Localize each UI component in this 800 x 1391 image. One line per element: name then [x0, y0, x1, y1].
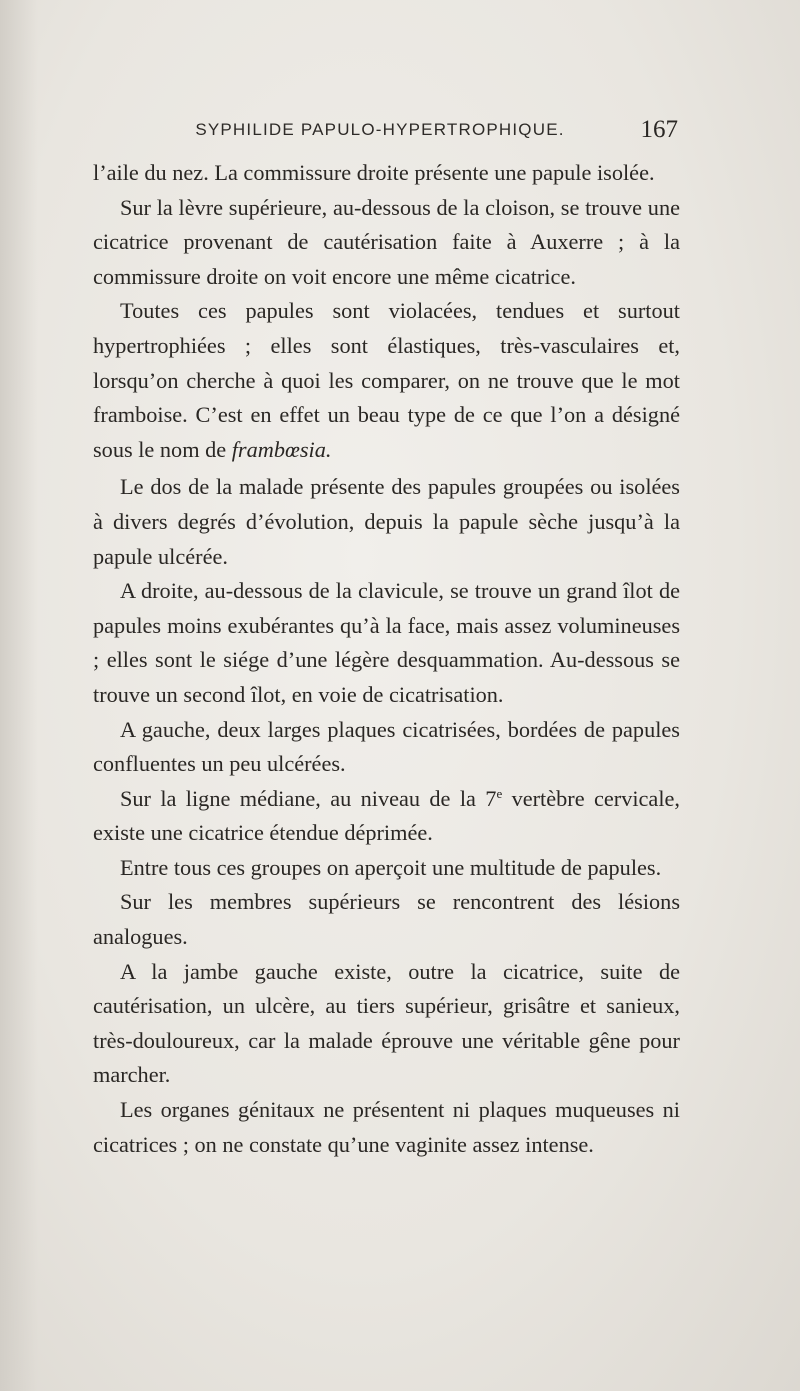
body-text — [93, 156, 680, 1162]
paragraph-3-italic-term: frambœsia. — [231, 436, 332, 462]
running-head — [105, 116, 680, 146]
page-gutter-shadow — [0, 0, 38, 1391]
paragraph-9: Sur les membres supérieurs se rencontrent des lésions analogues. — [93, 889, 680, 950]
paragraph-3-text: Toutes ces papules sont violacées, tendues et surtout hypertrophiées ; elles sont élastiques, très-vasculaires et, lorsqu’on cherche à quoi les comparer, on ne trouve que le mot framboise. C’est en effet un beau type de ce que l’on a désigné sous le nom de — [93, 298, 680, 462]
paragraph-4: Le dos de la malade présente des papules groupées ou isolées à divers degrés d’évolution, depuis la papule sèche jusqu’à la papule ulcérée. — [93, 474, 680, 569]
paragraph-7-text-end: vertèbre cervicale, existe une cicatrice étendue déprimée. — [93, 785, 680, 846]
paragraph-7 — [93, 782, 680, 851]
paragraph-6: A gauche, deux larges plaques cicatrisées, bordées de papules confluentes un peu ulcérées. — [93, 716, 680, 777]
paragraph-7-text-start: Sur la ligne médiane, au niveau de la 7 — [120, 785, 497, 811]
paragraph-2: Sur la lèvre supérieure, au-dessous de la cloison, se trouve une cicatrice provenant de cautérisation faite à Auxerre ; à la commissure droite on voit encore une même cicatrice. — [93, 194, 680, 289]
paragraph-1: l’aile du nez. La commissure droite présente une papule isolée. — [93, 160, 655, 185]
paragraph-7-superscript: e — [496, 785, 503, 801]
paragraph-5: A droite, au-dessous de la clavicule, se trouve un grand îlot de papules moins exubérantes qu’à la face, mais assez volumineuses ; elles sont le siége d’une légère desquammation. Au-dessous se trouve un second îlot, en voie de cicatrisation. — [93, 578, 680, 707]
page-number: 167 — [640, 116, 678, 143]
paragraph-8: Entre tous ces groupes on aperçoit une multitude de papules. — [120, 854, 662, 880]
paragraph-11: Les organes génitaux ne présentent ni plaques muqueuses ni cicatrices ; on ne constate qu’une vaginite assez intense. — [93, 1097, 680, 1157]
running-head-title: SYPHILIDE PAPULO-HYPERTROPHIQUE. — [195, 120, 565, 139]
paragraph-3 — [93, 294, 680, 467]
paragraph-10: A la jambe gauche existe, outre la cicatrice, suite de cautérisation, un ulcère, au tiers supérieur, grisâtre et sanieux, très-douloureux, car la malade éprouve une véritable gêne pour marcher. — [93, 958, 680, 1088]
